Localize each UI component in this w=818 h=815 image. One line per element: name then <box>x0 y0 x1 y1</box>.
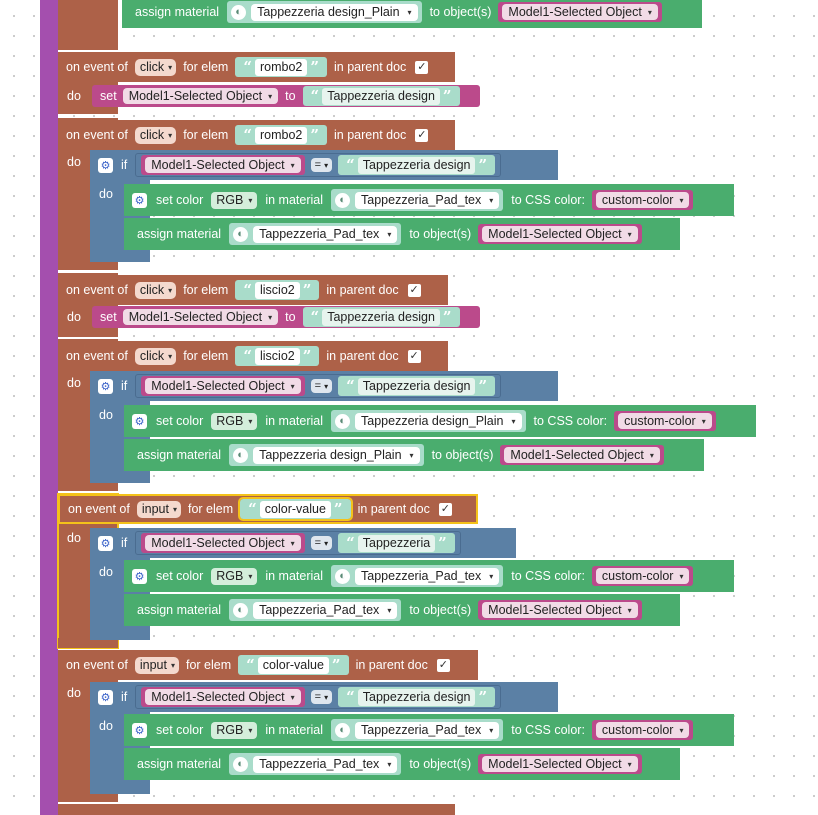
to-objects-label: to object(s) <box>409 603 472 617</box>
object-dropdown[interactable]: Model1-Selected Object ▾ <box>482 756 637 772</box>
material-dropdown[interactable]: Tappezzeria_Pad_tex ▾ <box>355 568 499 585</box>
gear-icon[interactable]: ⚙ <box>98 690 113 705</box>
to-css-color-label: to CSS color: <box>511 723 585 737</box>
if-label: if <box>121 536 128 550</box>
assign-material-row[interactable] <box>124 218 680 250</box>
in-parent-doc-checkbox[interactable]: ✓ <box>438 658 448 671</box>
object-block[interactable] <box>123 88 278 104</box>
compare-block[interactable] <box>135 531 461 555</box>
object-dropdown[interactable]: Model1-Selected Object ▾ <box>502 4 657 20</box>
color-variable-block[interactable] <box>592 720 694 740</box>
do-label: do <box>67 531 81 545</box>
event-block-partial-bottom[interactable] <box>58 804 118 815</box>
in-material-label: in material <box>265 193 324 207</box>
in-parent-doc-checkbox[interactable]: ✓ <box>409 349 419 362</box>
set-color-row[interactable] <box>124 184 734 216</box>
elem-string-block[interactable]: “ liscio2 ” <box>235 280 319 300</box>
object-block[interactable] <box>141 687 304 707</box>
gear-icon[interactable]: ⚙ <box>98 536 113 551</box>
to-label: to <box>285 89 296 103</box>
material-block[interactable] <box>331 719 503 741</box>
globe-icon: ◐ <box>335 723 350 738</box>
elem-string-value[interactable]: liscio2 <box>255 348 300 365</box>
procedure-spine <box>40 0 58 815</box>
to-label: to <box>285 310 296 324</box>
compare-string-block[interactable]: “ Tappezzeria design ” <box>338 155 495 175</box>
in-parent-doc-checkbox[interactable]: ✓ <box>417 60 427 73</box>
gear-icon[interactable]: ⚙ <box>132 193 147 208</box>
object-block[interactable] <box>500 445 663 465</box>
elem-string-value[interactable]: liscio2 <box>255 282 300 299</box>
globe-icon: ◐ <box>233 603 248 618</box>
compare-block[interactable] <box>135 374 501 398</box>
object-block[interactable] <box>478 224 641 244</box>
event-type-dropdown[interactable]: click ▾ <box>135 282 176 299</box>
event-header[interactable] <box>58 494 478 524</box>
to-objects-label: to object(s) <box>431 448 494 462</box>
to-css-color-label: to CSS color: <box>511 193 585 207</box>
event-type-dropdown[interactable]: click ▾ <box>135 59 176 76</box>
if-label: if <box>121 690 128 704</box>
elem-string-block[interactable]: “ color-value ” <box>240 499 350 519</box>
gear-icon[interactable]: ⚙ <box>132 414 147 429</box>
elem-string-block[interactable]: “ rombo2 ” <box>235 57 327 77</box>
to-css-color-label: to CSS color: <box>533 414 608 428</box>
event-type-dropdown[interactable]: input ▾ <box>137 501 181 518</box>
in-parent-doc-label: in parent doc <box>334 60 407 74</box>
object-dropdown[interactable]: Model1-Selected Object ▾ <box>145 689 300 705</box>
material-dropdown[interactable]: Tappezzeria design_Plain ▾ <box>253 447 419 464</box>
in-parent-doc-checkbox[interactable]: ✓ <box>417 128 427 141</box>
object-dropdown[interactable]: Model1-Selected Object ▾ <box>145 535 300 551</box>
gear-icon[interactable]: ⚙ <box>98 379 113 394</box>
material-dropdown[interactable]: Tappezzeria_Pad_tex ▾ <box>253 226 397 243</box>
in-parent-doc-label: in parent doc <box>357 502 430 516</box>
event-header[interactable] <box>58 650 478 680</box>
elem-string-value[interactable]: color-value <box>260 501 331 518</box>
compare-block[interactable] <box>135 685 501 709</box>
set-label: set <box>100 310 117 324</box>
if-do-label: do <box>99 719 113 733</box>
assign-material-row[interactable] <box>124 594 680 626</box>
compare-string-block[interactable]: “ Tappezzeria design ” <box>338 376 495 396</box>
material-block[interactable] <box>227 1 421 23</box>
event-header[interactable] <box>58 341 448 371</box>
material-block[interactable] <box>229 753 401 775</box>
object-block[interactable] <box>498 2 661 22</box>
object-block[interactable] <box>141 533 304 553</box>
globe-icon: ◐ <box>233 448 248 463</box>
assign-material-label: assign material <box>135 5 220 19</box>
object-dropdown[interactable]: Model1-Selected Object ▾ <box>123 309 278 325</box>
object-dropdown[interactable]: Model1-Selected Object ▾ <box>145 157 300 173</box>
in-parent-doc-checkbox[interactable]: ✓ <box>409 283 419 296</box>
material-dropdown[interactable]: Tappezzeria_Pad_tex ▾ <box>355 192 499 209</box>
color-mode-dropdown[interactable]: RGB ▾ <box>211 568 257 585</box>
globe-icon: ◐ <box>233 757 248 772</box>
if-header[interactable] <box>90 682 558 712</box>
color-mode-dropdown[interactable]: RGB ▾ <box>211 722 257 739</box>
material-dropdown[interactable]: Tappezzeria_Pad_tex ▾ <box>253 602 397 619</box>
assign-material-label: assign material <box>137 448 222 462</box>
for-elem-label: for elem <box>185 658 232 672</box>
if-header[interactable] <box>90 528 516 558</box>
if-header[interactable] <box>90 150 558 180</box>
on-event-label: on event of <box>66 349 128 363</box>
operator-dropdown[interactable]: = ▾ <box>311 379 332 393</box>
material-dropdown[interactable]: Tappezzeria design_Plain ▾ <box>355 413 521 430</box>
do-label: do <box>67 155 81 169</box>
value-string[interactable]: Tappezzeria design <box>322 88 440 105</box>
on-event-label: on event of <box>66 283 128 297</box>
globe-icon: ◐ <box>335 193 350 208</box>
event-type-dropdown[interactable]: click ▾ <box>135 127 176 144</box>
color-variable-block[interactable] <box>592 566 694 586</box>
in-parent-doc-label: in parent doc <box>355 658 428 672</box>
object-dropdown[interactable]: Model1-Selected Object ▾ <box>482 226 637 242</box>
material-block[interactable] <box>229 599 401 621</box>
gear-icon[interactable]: ⚙ <box>98 158 113 173</box>
compare-string[interactable]: Tappezzeria <box>358 535 435 552</box>
in-parent-doc-label: in parent doc <box>326 349 399 363</box>
assign-material-label: assign material <box>137 227 222 241</box>
compare-string-block[interactable]: “ Tappezzeria ” <box>338 533 455 553</box>
event-type-dropdown[interactable]: input ▾ <box>135 657 179 674</box>
value-string-block[interactable]: “ Tappezzeria design ” <box>303 86 460 106</box>
elem-string-block[interactable]: “ color-value ” <box>238 655 348 675</box>
object-dropdown[interactable]: Model1-Selected Object ▾ <box>123 88 278 104</box>
if-do-label: do <box>99 408 113 422</box>
do-label: do <box>67 376 81 390</box>
event-header[interactable] <box>58 52 455 82</box>
in-material-label: in material <box>265 414 324 428</box>
on-event-label: on event of <box>66 658 128 672</box>
object-dropdown[interactable]: Model1-Selected Object ▾ <box>482 602 637 618</box>
material-dropdown[interactable]: Tappezzeria_Pad_tex ▾ <box>355 722 499 739</box>
object-block[interactable] <box>141 155 304 175</box>
elem-string-value[interactable]: rombo2 <box>255 59 307 76</box>
elem-string-value[interactable]: color-value <box>258 657 329 674</box>
compare-string[interactable]: Tappezzeria design <box>358 378 476 395</box>
for-elem-label: for elem <box>183 128 229 142</box>
color-variable-block[interactable] <box>614 411 716 431</box>
set-color-label: set color <box>156 414 204 428</box>
set-color-row[interactable] <box>124 560 734 592</box>
for-elem-label: for elem <box>187 502 234 516</box>
assign-material-row[interactable] <box>124 748 680 780</box>
operator-dropdown[interactable]: = ▾ <box>311 690 332 704</box>
in-parent-doc-label: in parent doc <box>326 283 399 297</box>
material-dropdown[interactable]: Tappezzeria design_Plain ▾ <box>251 4 417 21</box>
if-label: if <box>121 379 128 393</box>
object-block[interactable] <box>478 754 641 774</box>
to-objects-label: to object(s) <box>409 227 472 241</box>
in-material-label: in material <box>265 723 324 737</box>
globe-icon: ◐ <box>335 414 350 429</box>
on-event-label: on event of <box>68 502 130 516</box>
do-label: do <box>67 310 81 324</box>
value-string-block[interactable]: “ Tappezzeria design ” <box>303 307 460 327</box>
color-variable-dropdown[interactable]: custom-color ▾ <box>596 192 690 208</box>
assign-material-label: assign material <box>137 603 222 617</box>
color-variable-dropdown[interactable]: custom-color ▾ <box>618 413 712 429</box>
event-header[interactable] <box>58 275 448 305</box>
for-elem-label: for elem <box>183 283 229 297</box>
operator-dropdown[interactable]: = ▾ <box>311 536 332 550</box>
elem-string-block[interactable]: “ rombo2 ” <box>235 125 327 145</box>
set-variable-row[interactable] <box>92 306 480 328</box>
material-block[interactable] <box>229 223 401 245</box>
color-mode-dropdown[interactable]: RGB ▾ <box>211 192 257 209</box>
material-block[interactable] <box>331 189 503 211</box>
to-objects-label: to object(s) <box>429 5 492 19</box>
event-type-dropdown[interactable]: click ▾ <box>135 348 176 365</box>
object-block[interactable] <box>123 309 278 325</box>
assign-material-row[interactable] <box>122 0 702 28</box>
object-block[interactable] <box>478 600 641 620</box>
operator-dropdown[interactable]: = ▾ <box>311 158 332 172</box>
set-color-row[interactable] <box>124 405 756 437</box>
assign-material-row[interactable] <box>124 439 704 471</box>
globe-icon: ◐ <box>231 5 246 20</box>
assign-material-label: assign material <box>137 757 222 771</box>
compare-string[interactable]: Tappezzeria design <box>358 157 476 174</box>
in-parent-doc-checkbox[interactable]: ✓ <box>440 502 450 515</box>
in-parent-doc-label: in parent doc <box>334 128 407 142</box>
value-string[interactable]: Tappezzeria design <box>322 309 440 326</box>
material-dropdown[interactable]: Tappezzeria_Pad_tex ▾ <box>253 756 397 773</box>
gear-icon[interactable]: ⚙ <box>132 723 147 738</box>
color-variable-dropdown[interactable]: custom-color ▾ <box>596 568 690 584</box>
do-label: do <box>67 89 81 103</box>
compare-block[interactable] <box>135 153 501 177</box>
compare-string[interactable]: Tappezzeria design <box>358 689 476 706</box>
set-color-label: set color <box>156 193 204 207</box>
event-block-partial-top[interactable] <box>58 0 118 50</box>
event-header-partial[interactable] <box>58 804 455 815</box>
if-do-label: do <box>99 187 113 201</box>
material-block[interactable] <box>331 565 503 587</box>
set-variable-row[interactable] <box>92 85 480 107</box>
do-label: do <box>67 686 81 700</box>
set-label: set <box>100 89 117 103</box>
color-mode-dropdown[interactable]: RGB ▾ <box>211 413 257 430</box>
event-header[interactable] <box>58 120 455 150</box>
if-header[interactable] <box>90 371 558 401</box>
gear-icon[interactable]: ⚙ <box>132 569 147 584</box>
elem-string-value[interactable]: rombo2 <box>255 127 307 144</box>
color-variable-dropdown[interactable]: custom-color ▾ <box>596 722 690 738</box>
compare-string-block[interactable]: “ Tappezzeria design ” <box>338 687 495 707</box>
material-block[interactable] <box>229 444 423 466</box>
globe-icon: ◐ <box>233 227 248 242</box>
object-dropdown[interactable]: Model1-Selected Object ▾ <box>504 447 659 463</box>
set-color-row[interactable] <box>124 714 734 746</box>
on-event-label: on event of <box>66 128 128 142</box>
color-variable-block[interactable] <box>592 190 694 210</box>
globe-icon: ◐ <box>335 569 350 584</box>
object-block[interactable] <box>141 376 304 396</box>
if-do-label: do <box>99 565 113 579</box>
to-css-color-label: to CSS color: <box>511 569 585 583</box>
in-material-label: in material <box>265 569 324 583</box>
to-objects-label: to object(s) <box>409 757 472 771</box>
for-elem-label: for elem <box>183 60 229 74</box>
set-color-label: set color <box>156 723 204 737</box>
on-event-label: on event of <box>66 60 128 74</box>
object-dropdown[interactable]: Model1-Selected Object ▾ <box>145 378 300 394</box>
if-label: if <box>121 158 128 172</box>
for-elem-label: for elem <box>183 349 229 363</box>
elem-string-block[interactable]: “ liscio2 ” <box>235 346 319 366</box>
material-block[interactable] <box>331 410 525 432</box>
set-color-label: set color <box>156 569 204 583</box>
